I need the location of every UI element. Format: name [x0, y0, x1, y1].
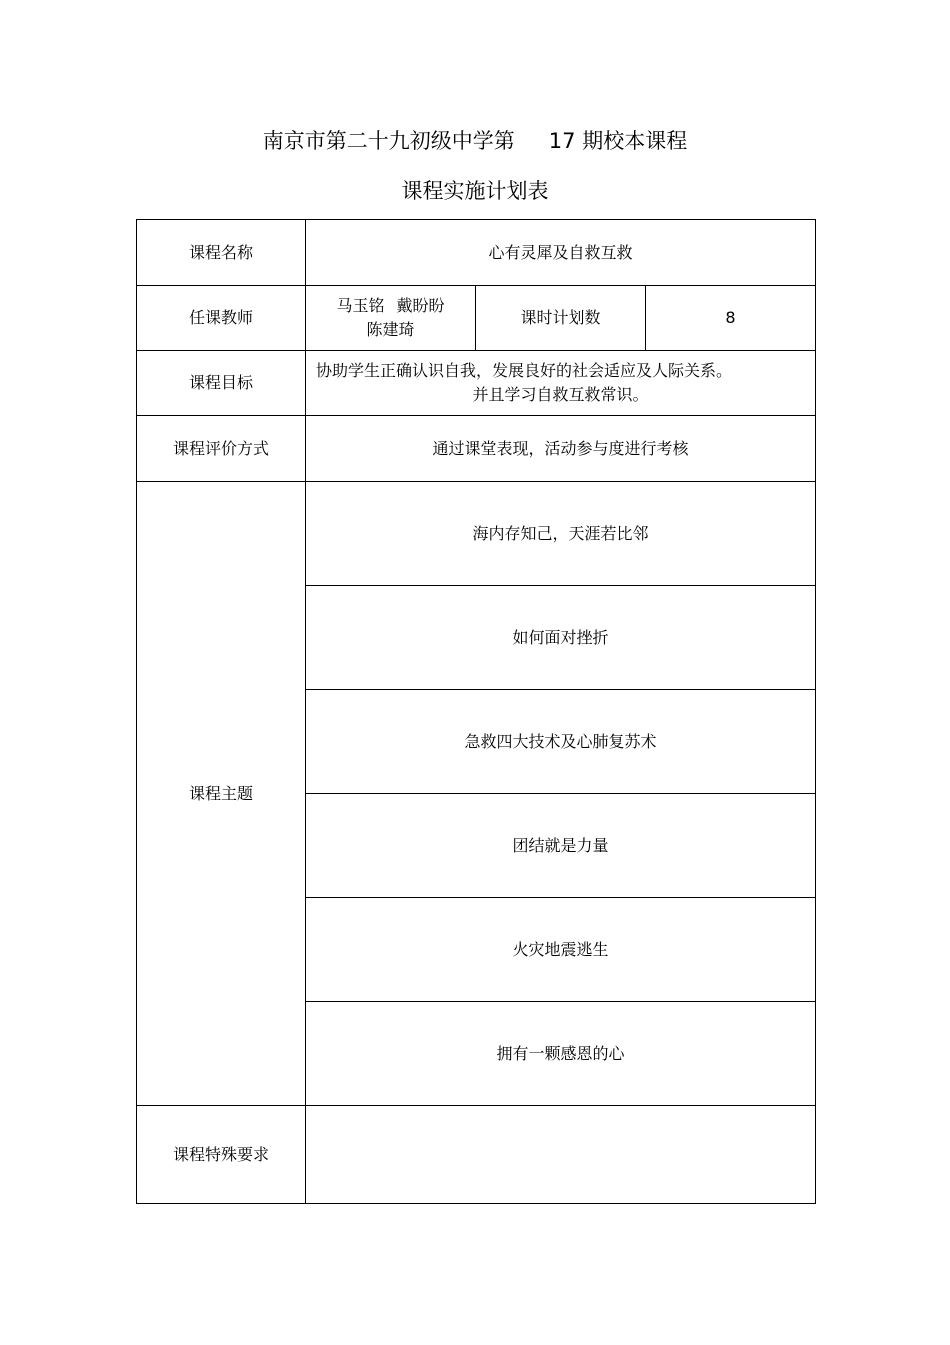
row-evaluation	[137, 416, 816, 482]
topic-item: 拥有一颗感恩的心	[306, 1002, 816, 1106]
goal-label: 课程目标	[137, 351, 306, 416]
teacher-label: 任课教师	[137, 286, 306, 351]
row-course-name	[137, 220, 816, 286]
topic-item: 海内存知己，天涯若比邻	[306, 482, 816, 586]
evaluation-value: 通过课堂表现，活动参与度进行考核	[306, 416, 816, 482]
topic-item: 如何面对挫折	[306, 586, 816, 690]
teacher-name-3: 陈建琦	[366, 320, 415, 339]
hours-label: 课时计划数	[476, 286, 646, 351]
goal-line-2: 并且学习自救互救常识。	[472, 385, 649, 404]
title-school: 南京市第二十九初级中学第	[262, 129, 515, 153]
course-name-label: 课程名称	[137, 220, 306, 286]
document-subtitle: 课程实施计划表	[401, 179, 549, 203]
goal-line-1: 协助学生正确认识自我，发展良好的社会适应及人际关系。	[316, 361, 733, 380]
evaluation-label: 课程评价方式	[137, 416, 306, 482]
row-topic	[137, 482, 816, 586]
course-name-value: 心有灵犀及自救互救	[306, 220, 816, 286]
goal-value	[306, 351, 816, 416]
teacher-names	[306, 286, 476, 351]
title-term: 17 期校本课程	[548, 129, 688, 153]
teacher-name-1: 马玉铭	[336, 296, 385, 315]
topic-item: 急救四大技术及心肺复苏术	[306, 690, 816, 794]
row-goal	[137, 351, 816, 416]
row-teacher	[137, 286, 816, 351]
course-plan-table	[136, 219, 816, 1204]
special-label: 课程特殊要求	[137, 1106, 306, 1204]
topic-item: 火灾地震逃生	[306, 898, 816, 1002]
teacher-name-2: 戴盼盼	[396, 296, 445, 315]
document-title	[0, 126, 950, 156]
special-value	[306, 1106, 816, 1204]
topic-item: 团结就是力量	[306, 794, 816, 898]
row-special	[137, 1106, 816, 1204]
topics-label: 课程主题	[137, 482, 306, 1106]
hours-value: 8	[646, 286, 816, 351]
